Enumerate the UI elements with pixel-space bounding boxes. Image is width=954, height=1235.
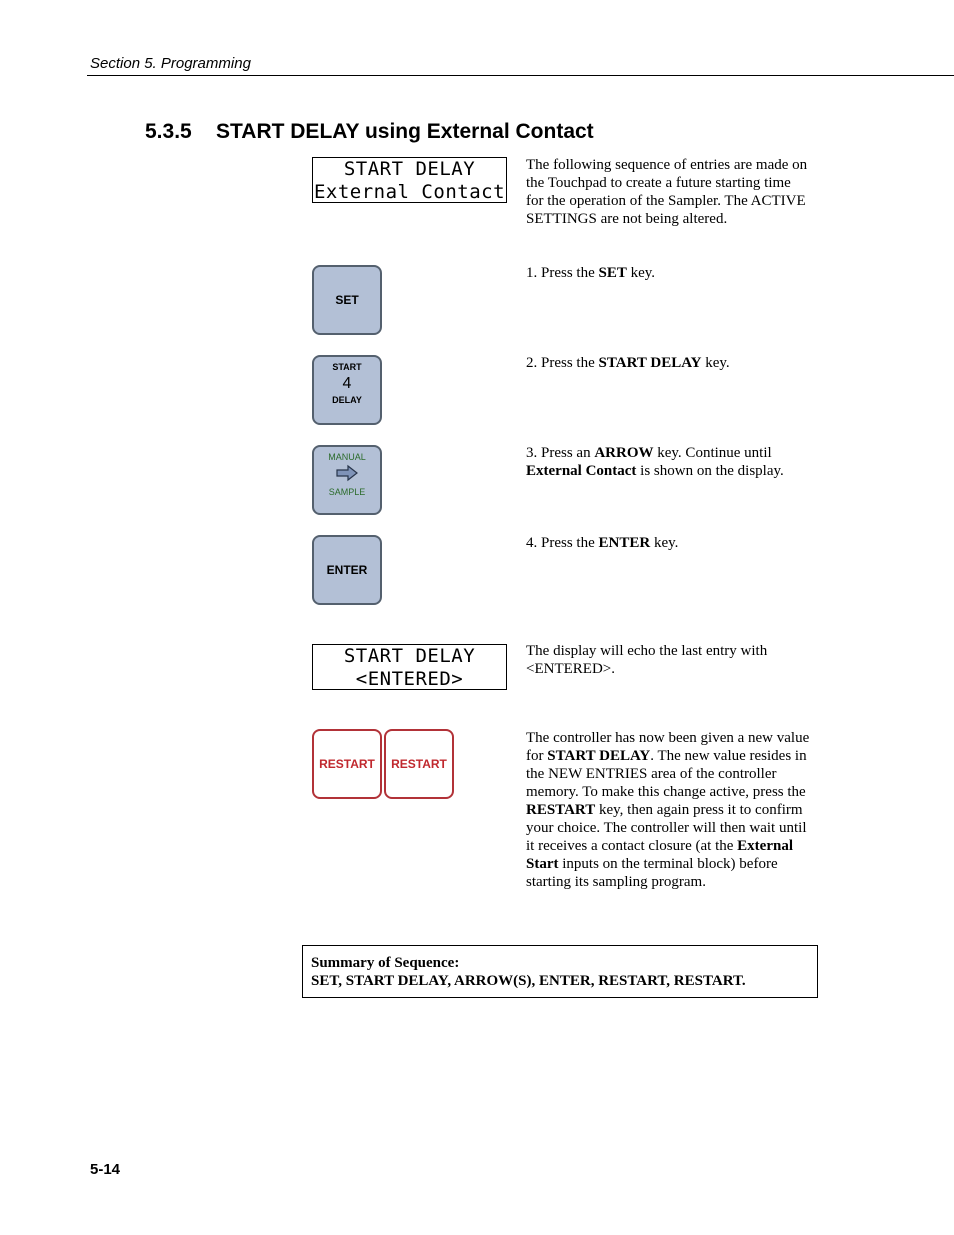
lcd-line-1: START DELAY: [343, 645, 476, 667]
start-delay-key[interactable]: [312, 355, 382, 425]
step-4: 4. Press the ENTER key.: [526, 535, 679, 551]
header-rule: [87, 75, 954, 76]
set-key[interactable]: SET: [312, 265, 382, 335]
arrow-key[interactable]: [312, 445, 382, 515]
lcd-line-1: START DELAY: [343, 158, 476, 180]
start-delay-key-number: 4: [342, 375, 352, 392]
lcd-line-2: External Contact: [313, 181, 506, 203]
right-arrow-icon: [314, 464, 380, 486]
summary-sequence: SET, START DELAY, ARROW(S), ENTER, RESTART, RESTART.: [311, 973, 746, 989]
lcd-line-2: <ENTERED>: [355, 668, 464, 690]
section-heading: [145, 120, 594, 144]
lcd-display-start-delay: [312, 157, 507, 203]
restart-key-2[interactable]: RESTART: [384, 729, 454, 799]
summary-box: [302, 945, 818, 998]
lcd-display-entered: [312, 644, 507, 690]
step-3: 3. Press an ARROW key. Continue until External Contact is shown on the display.: [526, 445, 784, 479]
intro-paragraph: The following sequence of entries are made on the Touchpad to create a future starting time for the operation of the Sampler. The ACTIVE SETTINGS are not being altered.: [526, 157, 808, 227]
start-delay-key-top-label: START: [332, 362, 362, 372]
arrow-key-bottom-label: SAMPLE: [328, 487, 366, 497]
summary-title: Summary of Sequence:: [311, 955, 460, 971]
echo-paragraph: The display will echo the last entry with <ENTERED>.: [526, 643, 768, 677]
section-title: START DELAY using External Contact: [216, 120, 594, 143]
restart-key-1[interactable]: RESTART: [312, 729, 382, 799]
step-1: 1. Press the SET key.: [526, 265, 656, 281]
restart-paragraph: The controller has now been given a new value for START DELAY. The new value resides in the NEW ENTRIES area of the controller memory. To make this change active, press the RESTART key, then again press it to confirm your choice. The controller will then wait until it receives a contact closure (at the External Start inputs on the terminal block) before starting its sampling program.: [526, 730, 810, 890]
running-header: Section 5. Programming: [90, 55, 251, 72]
arrow-key-top-label: MANUAL: [328, 452, 366, 462]
enter-key[interactable]: ENTER: [312, 535, 382, 605]
step-2: 2. Press the START DELAY key.: [526, 355, 730, 371]
start-delay-key-bottom-label: DELAY: [332, 395, 362, 405]
section-number: 5.3.5: [145, 120, 192, 143]
page-number: 5-14: [90, 1161, 121, 1178]
